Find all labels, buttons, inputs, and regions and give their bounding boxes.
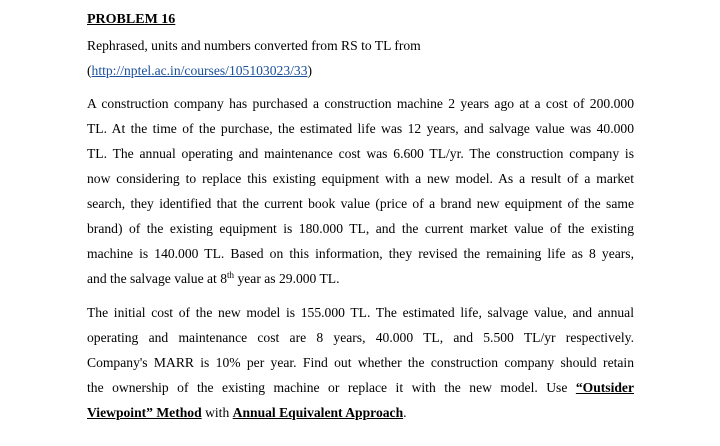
para1-last-text-end: year as 29.000 TL.	[234, 271, 340, 286]
source-link[interactable]: http://nptel.ac.in/courses/105103023/33	[91, 63, 308, 78]
para1-line-3: TL. The annual operating and maintenance cost was 6.600 TL/yr. The construction company is	[87, 146, 634, 161]
outsider-term-end: Viewpoint” Method	[87, 405, 202, 420]
para1-line-2: TL. At the time of the purchase, the estimated life was 12 years, and salvage value was 40.000	[87, 121, 634, 136]
problem-title: PROBLEM 16	[87, 12, 176, 27]
outsider-term-start: “Outsider	[575, 380, 634, 395]
para1-line-4: now considering to replace this existing equipment with a new model. As a result of a market	[87, 171, 634, 186]
para1-line-1: A construction company has purchased a construction machine 2 years ago at a cost of 200.000	[87, 96, 634, 111]
para1-line-7: machine is 140.000 TL. Based on this information, they revised the remaining life as 8 years,	[87, 246, 634, 261]
ordinal-suffix: th	[227, 270, 235, 280]
link-close-paren: )	[307, 63, 313, 78]
para1-last-text: and the salvage value at 8	[87, 271, 228, 286]
annual-equivalent-term: Annual Equivalent Approach	[232, 405, 404, 420]
para1-line-8	[87, 272, 340, 286]
final-period: .	[403, 405, 407, 420]
source-note: Rephrased, units and numbers converted from RS to TL from	[87, 38, 421, 53]
para1-line-6: brand) of the existing equipment is 180.000 TL, and the current market value of the existing	[87, 221, 634, 236]
with-word: with	[201, 405, 233, 420]
para2-line-2: operating and maintenance cost are 8 years, 40.000 TL, and 5.500 TL/yr respectively.	[87, 330, 634, 345]
para1-line-5: search, they identified that the current book value (price of a brand new equipment of the same	[87, 196, 634, 211]
para2-line-4	[87, 381, 634, 395]
para2-line-3: Company's MARR is 10% per year. Find out whether the construction company should retain	[87, 355, 634, 370]
link-open-paren: (	[87, 63, 92, 78]
para2-line-1: The initial cost of the new model is 155.000 TL. The estimated life, salvage value, and annual	[87, 305, 634, 320]
para2-line-4-text: the ownership of the existing machine or replace it with the new model. Use	[87, 380, 576, 395]
para2-line-5	[87, 406, 407, 420]
source-link-line	[87, 64, 312, 78]
